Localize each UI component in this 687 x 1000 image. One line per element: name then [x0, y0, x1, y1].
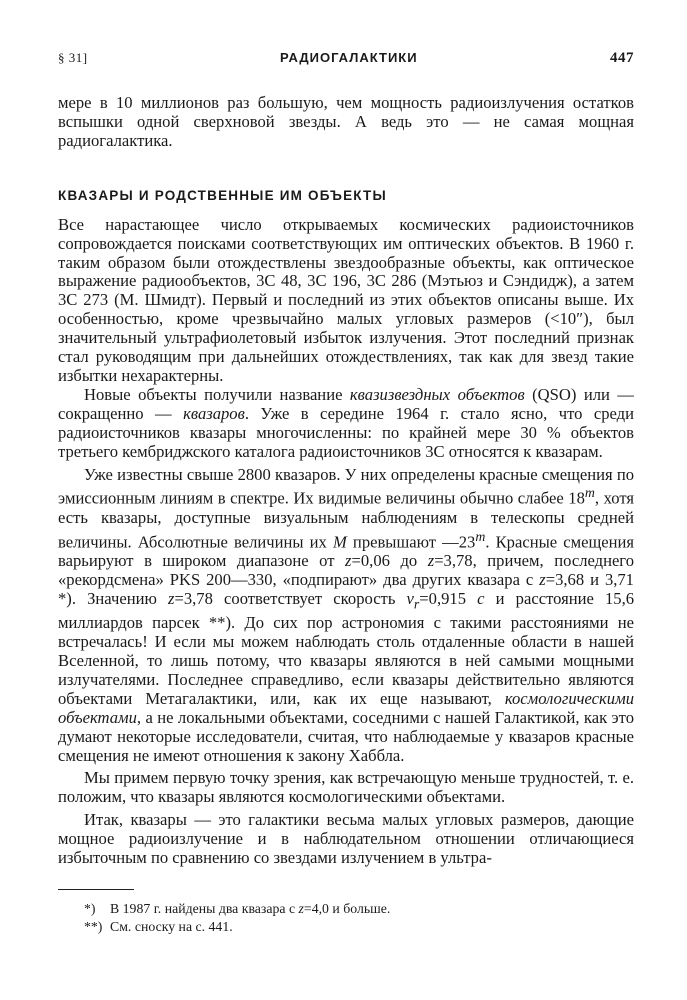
- footnote-divider: [58, 889, 134, 890]
- section-number: § 31]: [58, 50, 88, 65]
- footnote-mark: *): [84, 901, 96, 916]
- paragraph-1: Все нарастающее число открываемых космических радиоисточников сопровождается поисками соответствующих им оптических объектов. В 1960 г. таким образом были отождествлены звездообразные объекты, как оптическое выражение радиообъектов, 3С 48, 3С 196, 3С 286 (Мэтьюз и Сэндидж), а затем 3С 273 (М. Шмидт). Первый и последний из этих объектов описаны выше. Их особенностью, кроме чрезвычайно малых угловых размеров (<10″), был значительный ультрафиолетовый избыток излучения. Этот последний признак стал руководящим при дальнейших отождествлениях, так как для звезд такие избытки нехарактерны.: [58, 214, 634, 385]
- section-heading: КВАЗАРЫ И РОДСТВЕННЫЕ ИМ ОБЪЕКТЫ: [58, 187, 387, 203]
- intro-paragraph: мере в 10 миллионов раз большую, чем мощность радиоизлучения остатков вспышки одной сверхновой звезды. А ведь это — не самая мощная радиогалактика.: [58, 93, 634, 150]
- page-number: 447: [609, 50, 634, 66]
- running-title: РАДИОГАЛАКТИКИ: [280, 50, 418, 65]
- paragraph-3: Уже известны свыше 2800 квазаров. У них определены красные смещения по эмиссионным линиям в спектре. Их видимые величины обычно слабее 18$^m$, хотя есть квазары, доступные визуальным наблюдениям в телескопы средней величины. Абсолютные величины их M превышают —23$^m$. Красные смещения варьируют в широком диапазоне от z=0,06 до z=3,78, причем, последнего «рекордсмена» PKS 200—330, «подпирают» два других квазара с z=3,68 и 3,71 *). Значению z=3,78 соответствует скорость $v_r=0,915$ c и расстояние 15,6 миллиардов парсек **). До сих пор астрономия с такими расстояниями не встречалась! И если мы можем наблюдать столь отдаленные области в нашей Вселенной, то лишь потому, что квазары являются в ней самыми мощными излучателями. Последнее справедливо, если квазары действительно являются объектами Метагалактики, или, как их еще называют, космологическими объектами, а не локальными объектами, соседними с нашей Галактикой, как это думают некоторые исследователи, считая, что наблюдаемые у квазаров красные смещения не имеют отношения к закону Хаббла.: [58, 464, 635, 765]
- paragraph-5: Итак, квазары — это галактики весьма малых угловых размеров, дающие мощное радиоизлучение и в наблюдательном отношении отличающиеся избыточным по сравнению со звездами излучением в ультра-: [58, 810, 634, 868]
- footnotes: [58, 900, 634, 936]
- paragraph-4: Мы примем первую точку зрения, как встречающую меньше трудностей, т. е. положим, что квазары являются космологическими объектами.: [58, 768, 634, 807]
- footnote-mark: **): [84, 919, 103, 934]
- term-cosmological-objects: космологическими объектами: [58, 688, 634, 727]
- book-page: [58, 50, 634, 936]
- footnote-2: **) См. сноску на с. 441.: [84, 919, 233, 934]
- running-header: [58, 50, 634, 74]
- paragraph-2: Новые объекты получили название квазизвездных объектов (QSO) или — сокращенно — квазаров. Уже в середине 1964 г. стало ясно, что среди радиоисточников квазары многочисленны: по крайней мере 30 % объектов третьего кембриджского каталога радиоисточников 3С относятся к квазарам.: [58, 384, 634, 461]
- term-quasars: квазаров: [183, 403, 245, 423]
- term-qso: квазизвездных объектов: [349, 384, 525, 404]
- footnote-1: *) В 1987 г. найдены два квазара с z=4,0 и больше.: [84, 901, 391, 916]
